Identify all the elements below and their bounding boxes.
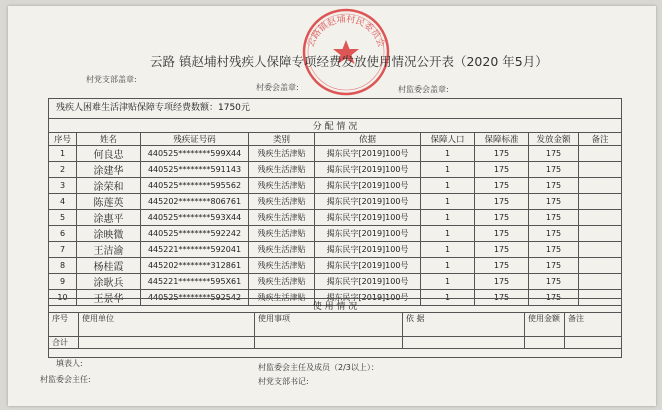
village-committee-seal-label: 村委会盖章: [256, 83, 299, 92]
header-standard: 保障标准 [475, 133, 529, 146]
table-row [49, 162, 622, 178]
cell-type: 残疾生活津贴 [249, 162, 315, 178]
cell-seq: 5 [49, 210, 77, 226]
cell-basis: 揭东民字[2019]100号 [315, 178, 421, 194]
fund-amount-line: 残疾人困难生活津贴保障专项经费数额：1750元 [56, 103, 250, 113]
usage-header-seq: 序号 [49, 313, 79, 337]
cell-cert: 440525********595562 [141, 178, 249, 194]
cell-basis: 揭东民字[2019]100号 [315, 146, 421, 162]
cell-cert: 440525********599X44 [141, 146, 249, 162]
cell-name: 杨桂霞 [77, 258, 141, 274]
cell-type: 残疾生活津贴 [249, 226, 315, 242]
cell-amount: 175 [529, 210, 579, 226]
filler-label: 填表人: [56, 359, 83, 368]
cell-remark [579, 178, 622, 194]
cell-name: 王景华 [77, 290, 141, 306]
cell-name: 涂荣和 [77, 178, 141, 194]
cell-persons: 1 [421, 210, 475, 226]
cell-seq: 4 [49, 194, 77, 210]
usage-total-cell [403, 337, 525, 349]
header-seq: 序号 [49, 133, 77, 146]
cell-standard: 175 [475, 194, 529, 210]
cell-basis: 揭东民字[2019]100号 [315, 194, 421, 210]
cell-seq: 1 [49, 146, 77, 162]
cell-name: 陈莲英 [77, 194, 141, 210]
cell-amount: 175 [529, 274, 579, 290]
cell-type: 残疾生活津贴 [249, 178, 315, 194]
supervision-members-label: 村监委会主任及成员（2/3以上）： [258, 363, 379, 372]
cell-remark [579, 242, 622, 258]
stamp-text: 云路镇赵埔村民委员会 [306, 14, 386, 49]
cell-cert: 440525********593X44 [141, 210, 249, 226]
cell-type: 残疾生活津贴 [249, 258, 315, 274]
cell-cert: 445202********806761 [141, 194, 249, 210]
table-row [49, 194, 622, 210]
cell-cert: 445221********592041 [141, 242, 249, 258]
usage-header-amount: 使用金额 [525, 313, 565, 337]
cell-basis: 揭东民字[2019]100号 [315, 226, 421, 242]
usage-total-row [49, 337, 622, 349]
table-row [49, 258, 622, 274]
header-persons: 保障人口 [421, 133, 475, 146]
usage-header-unit: 使用单位 [79, 313, 255, 337]
cell-remark [579, 258, 622, 274]
table-row [49, 178, 622, 194]
usage-total-cell [525, 337, 565, 349]
cell-type: 残疾生活津贴 [249, 146, 315, 162]
cell-remark [579, 162, 622, 178]
header-amount: 发放金额 [529, 133, 579, 146]
cell-type: 残疾生活津贴 [249, 290, 315, 306]
cell-basis: 揭东民字[2019]100号 [315, 242, 421, 258]
cell-type: 残疾生活津贴 [249, 242, 315, 258]
cell-type: 残疾生活津贴 [249, 194, 315, 210]
cell-basis: 揭东民字[2019]100号 [315, 290, 421, 306]
cell-remark [579, 226, 622, 242]
cell-cert: 440525********592242 [141, 226, 249, 242]
usage-total-cell [565, 337, 622, 349]
usage-total-label: 合计 [49, 337, 79, 349]
cell-amount: 175 [529, 290, 579, 306]
table-row [49, 274, 622, 290]
cell-amount: 175 [529, 146, 579, 162]
header-basis: 依据 [315, 133, 421, 146]
usage-section-title: 使 用 情 况 [49, 299, 622, 313]
cell-amount: 175 [529, 178, 579, 194]
header-name: 姓名 [77, 133, 141, 146]
allocation-header-row [49, 133, 622, 146]
secretary-label: 村党支部书记: [258, 377, 309, 386]
cell-remark [579, 274, 622, 290]
cell-seq: 8 [49, 258, 77, 274]
cell-standard: 175 [475, 226, 529, 242]
table-row [49, 210, 622, 226]
cell-persons: 1 [421, 226, 475, 242]
cell-type: 残疾生活津贴 [249, 274, 315, 290]
cell-standard: 175 [475, 210, 529, 226]
cell-amount: 175 [529, 162, 579, 178]
usage-header-item: 使用事项 [255, 313, 403, 337]
cell-name: 王洁渝 [77, 242, 141, 258]
cell-name: 涂建华 [77, 162, 141, 178]
cell-cert: 440525********592542 [141, 290, 249, 306]
cell-remark [579, 146, 622, 162]
usage-total-cell [79, 337, 255, 349]
cell-seq: 9 [49, 274, 77, 290]
cell-persons: 1 [421, 146, 475, 162]
cell-persons: 1 [421, 274, 475, 290]
cell-persons: 1 [421, 290, 475, 306]
cell-remark [579, 194, 622, 210]
cell-amount: 175 [529, 258, 579, 274]
usage-header-basis: 依 据 [403, 313, 525, 337]
director-label: 村监委会主任: [40, 375, 91, 384]
table-row [49, 242, 622, 258]
cell-persons: 1 [421, 258, 475, 274]
cell-standard: 175 [475, 162, 529, 178]
cell-standard: 175 [475, 274, 529, 290]
usage-total-cell [255, 337, 403, 349]
cell-standard: 175 [475, 242, 529, 258]
cell-name: 涂映微 [77, 226, 141, 242]
party-branch-seal-label: 村党支部盖章: [86, 75, 137, 84]
cell-standard: 175 [475, 146, 529, 162]
table-row [49, 226, 622, 242]
cell-seq: 10 [49, 290, 77, 306]
cell-seq: 7 [49, 242, 77, 258]
cell-persons: 1 [421, 162, 475, 178]
cell-standard: 175 [475, 290, 529, 306]
header-type: 类别 [249, 133, 315, 146]
cell-standard: 175 [475, 178, 529, 194]
usage-header-row [49, 313, 622, 337]
allocation-table [48, 118, 622, 306]
cell-persons: 1 [421, 242, 475, 258]
cell-amount: 175 [529, 226, 579, 242]
cell-remark [579, 210, 622, 226]
header-cert: 残疾证号码 [141, 133, 249, 146]
cell-seq: 2 [49, 162, 77, 178]
table-row [49, 146, 622, 162]
cell-name: 涂惠平 [77, 210, 141, 226]
cell-name: 涂耿兵 [77, 274, 141, 290]
cell-cert: 445202********312861 [141, 258, 249, 274]
cell-basis: 揭东民字[2019]100号 [315, 274, 421, 290]
usage-table [48, 298, 622, 349]
cell-cert: 445221********595X61 [141, 274, 249, 290]
cell-basis: 揭东民字[2019]100号 [315, 258, 421, 274]
supervision-seal-label: 村监委会盖章: [398, 85, 449, 94]
cell-basis: 揭东民字[2019]100号 [315, 162, 421, 178]
cell-persons: 1 [421, 178, 475, 194]
cell-basis: 揭东民字[2019]100号 [315, 210, 421, 226]
usage-header-remark: 备注 [565, 313, 622, 337]
allocation-section-title: 分 配 情 况 [49, 119, 622, 133]
cell-amount: 175 [529, 242, 579, 258]
cell-seq: 3 [49, 178, 77, 194]
cell-seq: 6 [49, 226, 77, 242]
cell-type: 残疾生活津贴 [249, 210, 315, 226]
cell-persons: 1 [421, 194, 475, 210]
cell-cert: 440525********591143 [141, 162, 249, 178]
cell-name: 何良忠 [77, 146, 141, 162]
page-title: 云路 镇赵埔村残疾人保障专项经费发放使用情况公开表（2020 年5月） [150, 54, 548, 69]
cell-standard: 175 [475, 258, 529, 274]
header-remark: 备注 [579, 133, 622, 146]
cell-amount: 175 [529, 194, 579, 210]
